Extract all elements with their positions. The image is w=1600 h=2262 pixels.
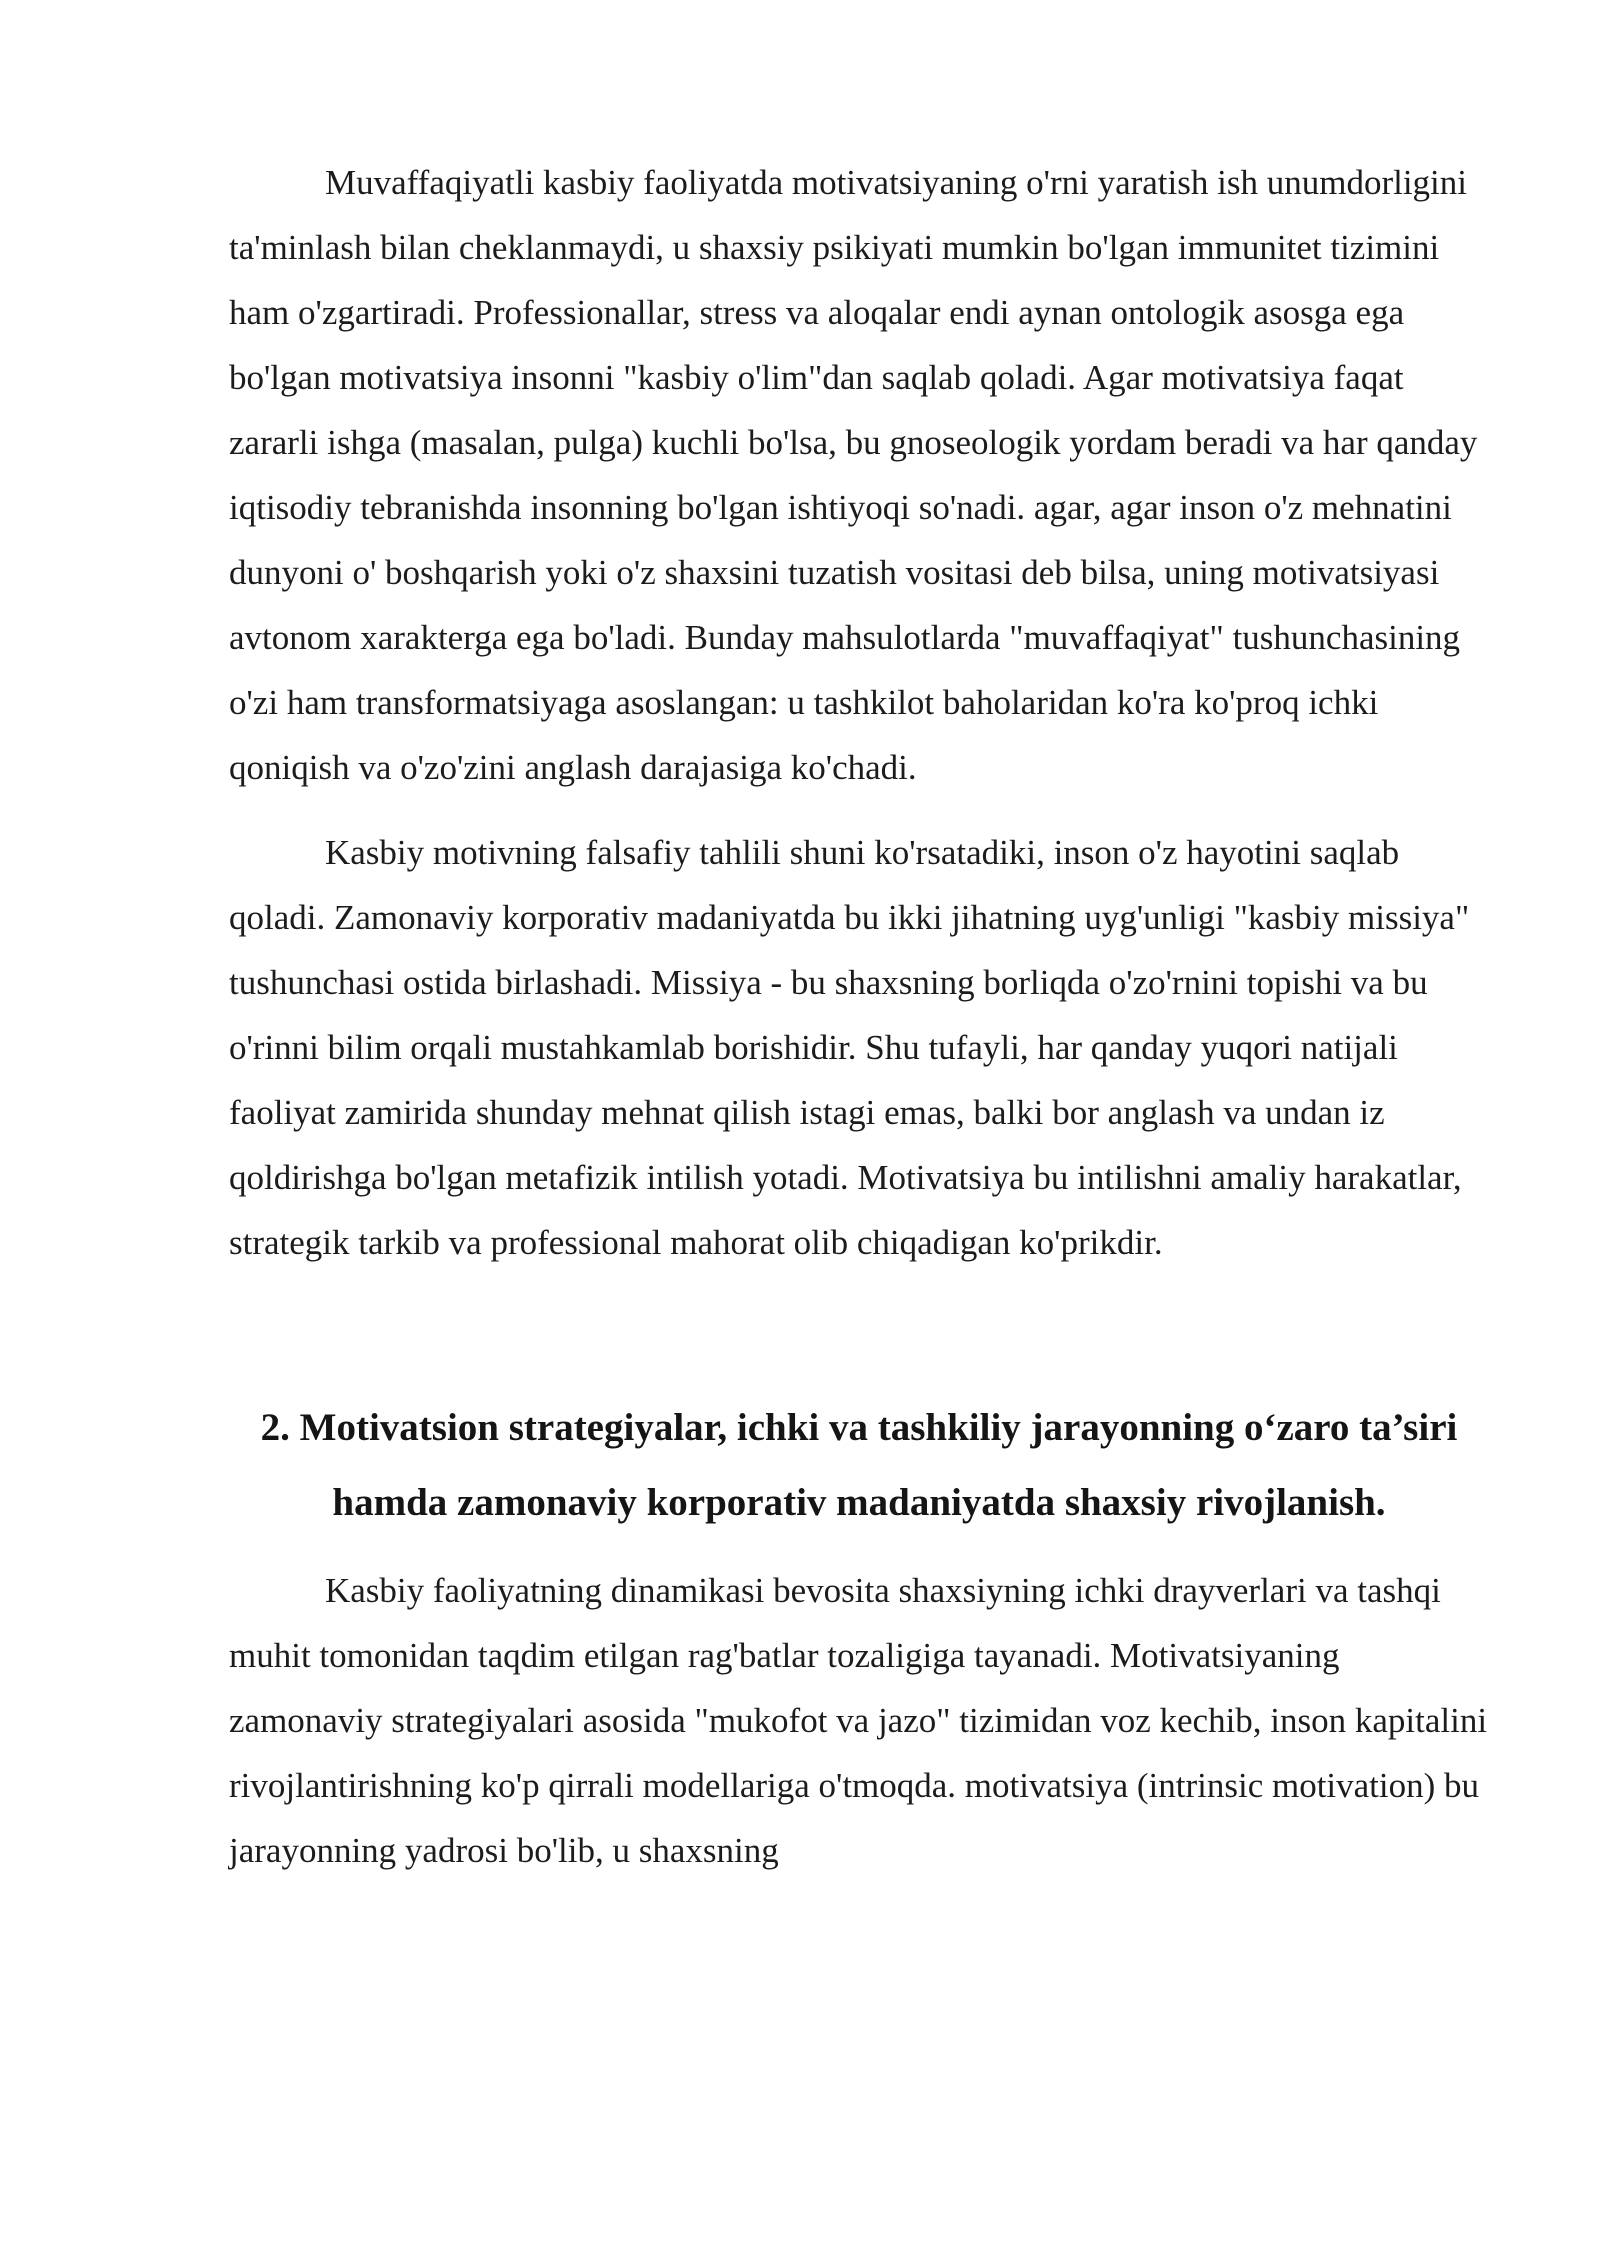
section-heading: 2. Motivatsion strategiyalar, ichki va tashkiliy jarayonning o‘zaro ta’siri hamda zamonaviy korporativ madaniyatda shaxsiy rivojlanish. [260,1406,1458,1524]
body-paragraph-2: Kasbiy motivning falsafiy tahlili shuni ko'rsatadiki, inson o'z hayotini saqlab qoladi. Zamonaviy korporativ madaniyatda bu ikki jihatning uyg'unligi "kasbiy missiya" tushunchasi ostida birlashadi. Missiya - bu shaxsning borliqda o'zo'rnini topishi va bu o'rinni bilim orqali mustahkamlab borishidir. Shu tufayli, har qanday yuqori natijali faoliyat zamirida shunday mehnat qilish istagi emas, balki bor anglash va undan iz qoldirishga bo'lgan metafizik intilish yotadi. Motivatsiya bu intilishni amaliy harakatlar, strategik tarkib va professional mahorat olib chiqadigan ko'prikdir. [229,833,1470,1262]
section-paragraph: Kasbiy faoliyatning dinamikasi bevosita shaxsiyning ichki drayverlari va tashqi muhit tomonidan taqdim etilgan rag'batlar tozaligiga tayanadi. Motivatsiyaning zamonaviy strategiyalari asosida "mukofot va jazo" tizimidan voz kechib, inson kapitalini rivojlantirishning ko'p qirrali modellariga o'tmoqda. motivatsiya (intrinsic motivation) bu jarayonning yadrosi bo'lib, u shaxsning [229,1571,1488,1870]
document-body [229,150,1489,1883]
body-paragraph-1: Muvaffaqiyatli kasbiy faoliyatda motivatsiyaning o'rni yaratish ish unumdorligini ta'minlash bilan cheklanmaydi, u shaxsiy psikiyati mumkin bo'lgan immunitet tizimini ham o'zgartiradi. Professionallar, stress va aloqalar endi aynan ontologik asosga ega bo'lgan motivatsiya insonni "kasbiy o'lim"dan saqlab qoladi. Agar motivatsiya faqat zararli ishga (masalan, pulga) kuchli bo'lsa, bu gnoseologik yordam beradi va har qanday iqtisodiy tebranishda insonning bo'lgan ishtiyoqi so'nadi. agar, agar inson o'z mehnatini dunyoni o' boshqarish yoki o'z shaxsini tuzatish vositasi deb bilsa, uning motivatsiyasi avtonom xarakterga ega bo'ladi. Bunday mahsulotlarda "muvaffaqiyat" tushunchasining o'zi ham transformatsiyaga asoslangan: u tashkilot baholaridan ko'ra ko'proq ichki qoniqish va o'zo'zini anglash darajasiga ko'chadi. [229,163,1478,787]
